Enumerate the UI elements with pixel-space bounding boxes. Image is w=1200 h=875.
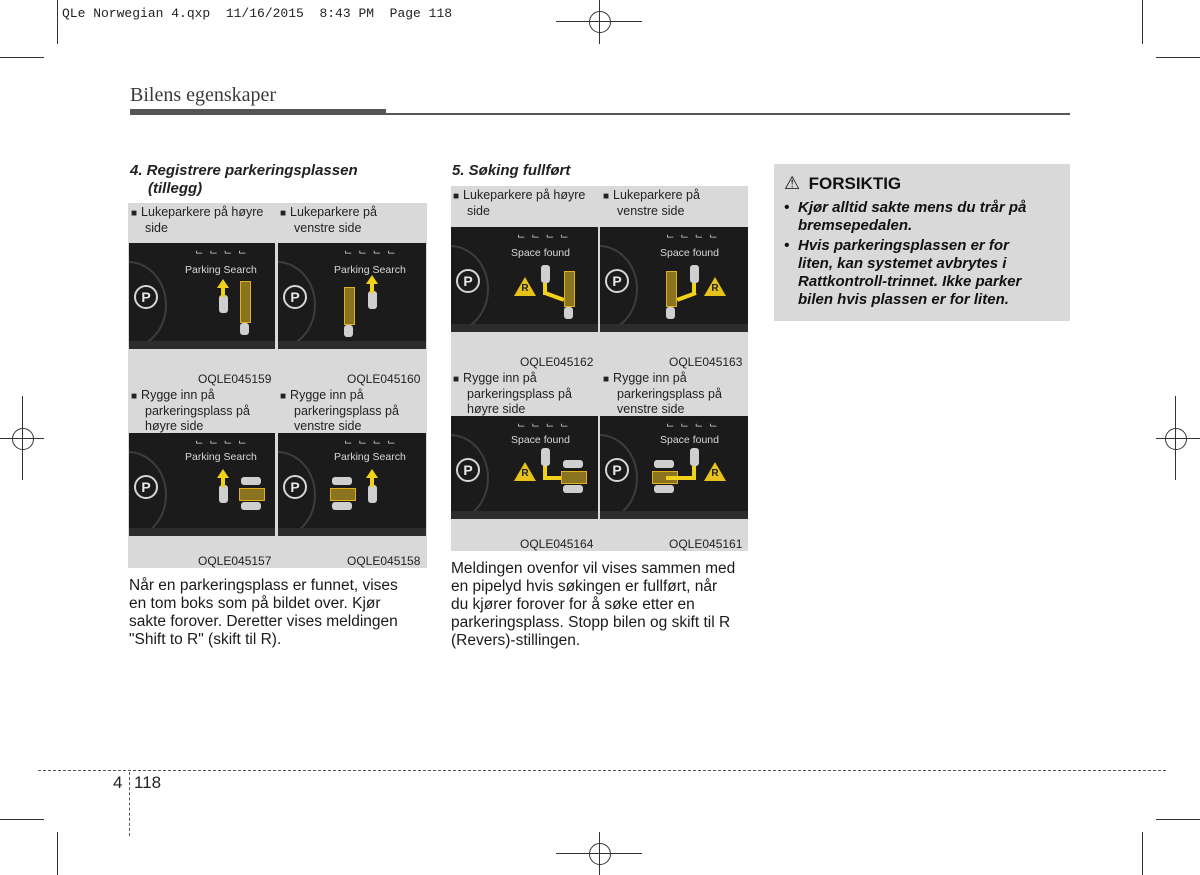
figure-code: OQLE045164 [520, 537, 594, 551]
crop-mark [57, 0, 58, 44]
reverse-label: R [521, 283, 529, 294]
display-screen [278, 433, 426, 536]
figure-code: OQLE045158 [347, 554, 421, 568]
header-rule-thin [386, 113, 1070, 115]
display-screen [451, 227, 598, 332]
screen-title: Space found [511, 247, 570, 259]
screen-title: Parking Search [185, 264, 257, 276]
reverse-label: R [711, 468, 719, 479]
figure-caption: ■ Rygge inn på parkeringsplass på venstre side [603, 371, 722, 416]
car-icon [690, 448, 699, 466]
display-screen [129, 243, 275, 349]
car-icon [690, 265, 699, 283]
display-screen [278, 243, 426, 349]
figure-code: OQLE045162 [520, 355, 594, 369]
figure-caption: ■ Lukeparkere på høyre side [453, 188, 586, 218]
parking-slot [564, 271, 575, 307]
park-icon: P [134, 285, 158, 309]
car-icon [219, 295, 228, 313]
step5-body: Meldingen ovenfor vil vises sammen med en pipelyd hvis søkingen er fullført, når du kjører forover for å søke etter en parkeringsplass. Stopp bilen og skift til R (Revers)-stillingen. [451, 560, 736, 649]
mode-icons: ⌙⌙⌙⌙ [195, 247, 253, 258]
caution-box [774, 164, 1070, 321]
step4-heading: 4. Registrere parkeringsplassen (tillegg) [130, 162, 358, 197]
figure-caption: ■ Rygge inn på parkeringsplass på venstre side [280, 388, 399, 433]
crop-mark [57, 832, 58, 875]
figure-caption: ■ Lukeparkere på venstre side [280, 205, 377, 235]
park-icon: P [605, 269, 629, 293]
reverse-label: R [521, 468, 529, 479]
footer-divider [129, 772, 130, 836]
chapter-number: 4 [113, 773, 123, 792]
section-title: Bilens egenskaper [130, 84, 277, 106]
crop-mark [1142, 832, 1143, 875]
step5-heading: 5. Søking fullført [452, 162, 571, 179]
screen-title: Parking Search [334, 264, 406, 276]
arrow-up-icon [366, 275, 378, 284]
parking-slot [330, 488, 356, 501]
car-icon [541, 448, 550, 466]
screen-title: Space found [660, 434, 719, 446]
display-screen [451, 416, 598, 519]
figure-code: OQLE045157 [198, 554, 272, 568]
display-screen [600, 416, 748, 519]
parking-slot [666, 271, 677, 307]
parking-slot [240, 281, 251, 323]
parking-slot [561, 471, 587, 484]
arrow-up-icon [217, 279, 229, 288]
figure-code: OQLE045159 [198, 372, 272, 386]
display-screen [129, 433, 275, 536]
header-rule-thick [130, 109, 386, 115]
park-icon: P [283, 285, 307, 309]
park-icon: P [456, 269, 480, 293]
figure-caption: ■ Rygge inn på parkeringsplass på høyre side [453, 371, 572, 416]
caution-item: • Hvis parkeringsplassen er for liten, kan systemet avbrytes i Rattkontroll-trinnet. Ikke parker bilen hvis plassen er for liten. [784, 237, 1022, 308]
mode-icons: ⌙⌙⌙⌙ [666, 420, 724, 431]
figure-code: OQLE045160 [347, 372, 421, 386]
arrow-up-icon [217, 469, 229, 478]
print-slug: QLe Norwegian 4.qxp 11/16/2015 8:43 PM Page 118 [62, 6, 453, 21]
mode-icons: ⌙⌙⌙⌙ [344, 437, 402, 448]
mode-icons: ⌙⌙⌙⌙ [517, 231, 575, 242]
figure-code: OQLE045163 [669, 355, 743, 369]
mode-icons: ⌙⌙⌙⌙ [195, 437, 253, 448]
parking-slot [344, 287, 355, 325]
step4-body: Når en parkeringsplass er funnet, vises en tom boks som på bildet over. Kjør sakte forover. Deretter vises meldingen "Shift to R" (skift til R). [129, 577, 398, 648]
screen-title: Parking Search [334, 451, 406, 463]
screen-title: Space found [660, 247, 719, 259]
crop-mark [1156, 57, 1200, 58]
park-icon: P [134, 475, 158, 499]
mode-icons: ⌙⌙⌙⌙ [344, 247, 402, 258]
footer-rule [38, 770, 1166, 771]
park-icon: P [456, 458, 480, 482]
crop-mark [0, 57, 44, 58]
caution-header [784, 173, 901, 194]
crop-mark [0, 819, 44, 820]
reverse-label: R [711, 283, 719, 294]
mode-icons: ⌙⌙⌙⌙ [517, 420, 575, 431]
parking-slot [239, 488, 265, 501]
crop-mark [1142, 0, 1143, 44]
caution-item: • Kjør alltid sakte mens du trår på bremsepedalen. [784, 199, 1027, 234]
park-icon: P [605, 458, 629, 482]
caution-title: FORSIKTIG [808, 174, 902, 193]
park-icon: P [283, 475, 307, 499]
figure-caption: ■ Lukeparkere på høyre side [131, 205, 264, 235]
screen-title: Parking Search [185, 451, 257, 463]
figure-caption: ■ Rygge inn på parkeringsplass på høyre side [131, 388, 250, 433]
screen-title: Space found [511, 434, 570, 446]
figure-code: OQLE045161 [669, 537, 743, 551]
car-icon [219, 485, 228, 503]
car-icon [541, 265, 550, 283]
page-number: 118 [134, 773, 162, 792]
crop-mark [1156, 819, 1200, 820]
warning-triangle-icon: ⚠ [784, 173, 801, 193]
mode-icons: ⌙⌙⌙⌙ [666, 231, 724, 242]
figure-caption: ■ Lukeparkere på venstre side [603, 188, 700, 218]
car-icon [368, 485, 377, 503]
car-icon [368, 291, 377, 309]
arrow-up-icon [366, 469, 378, 478]
display-screen [600, 227, 748, 332]
